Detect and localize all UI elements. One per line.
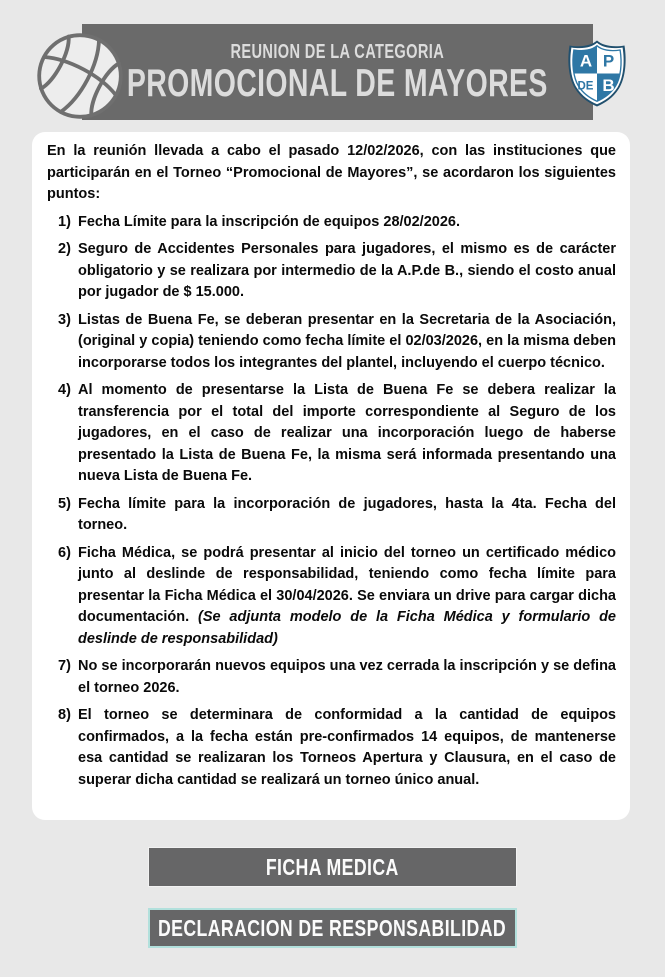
shield-letter-a: A [579,51,593,71]
item-text-italic: (Se adjunta modelo de la Ficha Médica y formulario de deslinde de responsabilidad) [78,609,616,647]
shield-letter-p: P [602,51,615,71]
list-item [47,239,616,304]
list-item [47,310,616,375]
item-text: Fecha límite para la incorporación de jugadores, hasta la 4ta. Fecha del torneo. [78,495,616,533]
item-number: 4) [58,382,71,398]
item-number: 7) [58,658,71,674]
intro-paragraph: En la reunión llevada a cabo el pasado 12/02/2026, con las instituciones que participarán en el Torneo “Promocional de Mayores”, se acordaron los siguientes puntos: [47,143,616,202]
list-item [47,543,616,651]
list-item [47,380,616,488]
list-item [47,705,616,791]
item-number: 6) [58,544,71,561]
list-item [47,212,616,234]
list-item [47,494,616,537]
item-text: Fecha Límite para la inscripción de equipos 28/02/2026. [78,213,460,230]
list-item [47,656,616,699]
declaracion-responsabilidad-button[interactable] [148,908,517,948]
content-card [32,132,630,820]
basketball-icon [36,31,124,121]
page-subtitle: REUNION DE LA CATEGORIA [230,41,445,63]
shield-letter-de: DE [577,80,594,93]
item-number: 2) [58,241,71,257]
header-banner [82,24,593,120]
item-text: No se incorporarán nuevos equipos una vez cerrada la inscripción y se defina el torneo 2026. [78,658,616,696]
ficha-medica-button[interactable] [148,847,517,887]
apdeb-shield-logo [560,38,634,109]
item-number: 3) [58,311,71,328]
item-text: Listas de Buena Fe, se deberan presentar en la Secretaria de la Asociación, (original y copia) teniendo como fecha límite el 02/03/2026, en la misma deben incorporarse todos los integrantes del plantel, incluyendo el cuerpo técnico. [78,311,616,371]
item-text: Seguro de Accidentes Personales para jugadores, el mismo es de carácter obligatorio y se realizara por intermedio de la A.P.de B., siendo el costo anual por jugador de $ 15.000. [78,241,616,300]
item-number: 8) [58,707,71,723]
declaracion-button-label: DECLARACION DE RESPONSABILIDAD [158,914,507,941]
item-text: Ficha Médica, se podrá presentar al inicio del torneo un certificado médico junto al deslinde de responsabilidad, teniendo como fecha límite para presentar la Ficha Médica el 30/04/2026. Se enviara un drive para cargar dicha documentación. [78,544,616,625]
item-number: 5) [58,495,71,512]
item-text: Al momento de presentarse la Lista de Buena Fe se debera realizar la transferencia por el total del importe correspondiente al Seguro de los jugadores, en el caso de realizar una incorporación luego de haberse presentado la Lista de Buena Fe, la misma será informada presentando una nueva Lista de Buena Fe. [78,382,616,484]
item-number: 1) [58,213,71,230]
shield-letter-b: B [602,76,615,95]
ficha-medica-button-label: FICHA MEDICA [266,853,399,880]
agreement-list [47,212,616,792]
item-text: El torneo se determinara de conformidad a la cantidad de equipos confirmados, a la fecha están pre-confirmados 14 equipos, de mantenerse esa cantidad se realizaran los Torneos Apertura y Clausura, en el caso de superar dicha cantidad se realizará un torneo único anual. [78,707,616,788]
page-title: PROMOCIONAL DE MAYORES [127,62,548,105]
